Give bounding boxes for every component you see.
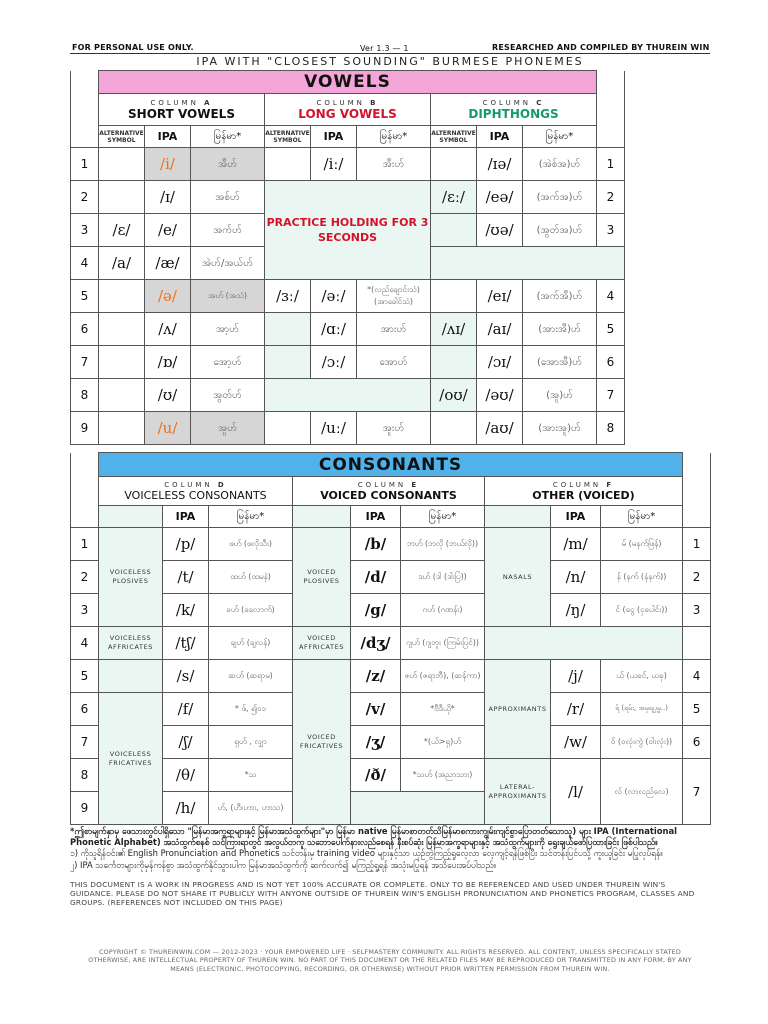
ipa-header: IPA bbox=[551, 506, 601, 528]
ipa-header: IPA bbox=[145, 126, 191, 148]
burmese-sound: (အူ)ဟ် bbox=[523, 379, 597, 412]
column-f-header: COLUMN F OTHER (VOICED) bbox=[485, 477, 683, 506]
burmese-sound: * ဖ်, ၍ဝ၁ bbox=[209, 693, 293, 726]
ipa-symbol: /ʌ/ bbox=[145, 313, 191, 346]
ipa-symbol: /aɪ/ bbox=[477, 313, 523, 346]
burmese-sound: *သ bbox=[209, 759, 293, 792]
row-number: 2 bbox=[71, 561, 99, 594]
burmese-sound: (အက်အ)ဟ် bbox=[523, 181, 597, 214]
ipa-symbol: /æ/ bbox=[145, 247, 191, 280]
row-number: 9 bbox=[71, 412, 99, 445]
personal-use-note: FOR PERSONAL USE ONLY. bbox=[72, 43, 194, 52]
voiceless-affricates-label: VOICELESS AFFRICATES bbox=[99, 627, 163, 660]
burmese-sound: *(ယ်>ရှ)ဟ် bbox=[401, 726, 485, 759]
ipa-symbol: /eɪ/ bbox=[477, 280, 523, 313]
row-number-right: 7 bbox=[597, 379, 625, 412]
voiced-plosives-label: VOICED PLOSIVES bbox=[293, 528, 351, 627]
alt-symbol bbox=[431, 346, 477, 379]
ipa-symbol: /ɔɪ/ bbox=[477, 346, 523, 379]
ipa-symbol: /ʒ/ bbox=[351, 726, 401, 759]
burmese-sound: အော့ဟ် bbox=[191, 346, 265, 379]
row-number-right: 5 bbox=[683, 693, 711, 726]
ipa-symbol: /eə/ bbox=[477, 181, 523, 214]
burmese-sound: ဝ် (ဝလုံးကွဲ (ဝါးလုံး)) bbox=[601, 726, 683, 759]
row-number-right: 2 bbox=[597, 181, 625, 214]
row-number: 8 bbox=[71, 759, 99, 792]
burmese-notes: *ဤစာမျက်နှာမှ ဖေသားတွင်ပါရှိသော "မြန်မာအက္ခရာများနှင့် မြန်မာအသံထွက်များ"မှာ မြန်မာ native မြန်မာစာတတ်သိမြန်မာစကားကျွမ်းကျင်စွာပြောတတ်သောသူ) များ IPA (International Phonetic Alphabet) အသံထွက်စနစ် သင်ကြားရာတွင် အလွယ်တကူ သဘောပေါက်နားလည်စေရန် နီးစပ်ဆုံး မြန်မာအက္ခရာများနှင့် အသံထွက်များကို ရွေးချယ်ဖော်ပြထားခြင်း ဖြစ်ပါသည်။ ၁) ကိုသူရိန်ဝင်း၏ English Pronunciation and Phonetics သင်တန်းမှ training video များနှင့်သာ ယှဉ်တွဲကြည့်ရှုလေ့လာ လေ့ကျင့်ရန်ဖြစ်ပြီး သင်တန်းပြင်ပသို့ ကူးယူခြင်း မပြုလုပ်ရန်။ ၂) IPA သင်္ကေတများကိုမှန်ကန်စွာ အသံထွက်နိုင်သွားပါက မြန်မာအသံထွက်ကို ဆက်လက်၍ မကြည့်ရှု့ရန် အသုံးမပြုရန် အသိပေးအပ်ပါသည်။ bbox=[70, 826, 677, 870]
empty-cell bbox=[99, 660, 163, 693]
burmese-sound: ဟ်, (ဟီးဟား, ဟာသ) bbox=[209, 792, 293, 825]
alt-symbol bbox=[431, 412, 477, 445]
row-number-right: 7 bbox=[683, 759, 711, 825]
copyright-notice: COPYRIGHT © THUREINWIN.COM — 2012-2023 · YOUR EMPOWERED LIFE · SELFMASTERY COMMUNITY. ALL RIGHTS RESERVED. ALL CONTENT, UNLESS SPECIFICALLY STATED OTHERWISE, ARE INTELLECTUAL PROPERTY OF THUREIN WIN. NO PART OF THIS DOCUMENT OR THE RELATED FILES MAY BE REPRODUCED OR TRANSMITTED IN ANY FORM, BY ANY MEANS (ELECTRONIC, PHOTOCOPYING, RECORDING, OR OTHERWISE) WITHOUT PRIOR WRITTEN PERMISSION FROM THUREIN WIN. bbox=[88, 948, 692, 973]
row-number: 3 bbox=[71, 214, 99, 247]
empty-cell bbox=[99, 506, 163, 528]
burmese-sound: ရ် (ရမ်း, အမှရပ္ပမ္မ..) bbox=[601, 693, 683, 726]
burmese-sound: အီဟ် bbox=[191, 148, 265, 181]
row-number: 6 bbox=[71, 693, 99, 726]
row-number-right: 4 bbox=[683, 660, 711, 693]
burmese-sound: *သဟ် (အညာသား) bbox=[401, 759, 485, 792]
voiceless-fricatives-label: VOICELESS FRICATIVES bbox=[99, 693, 163, 825]
ipa-symbol: /j/ bbox=[551, 660, 601, 693]
burmese-sound: ဇဟ် (ဇရာဘီ), (ဆန်ကာ) bbox=[401, 660, 485, 693]
ipa-symbol: /iː/ bbox=[311, 148, 357, 181]
row-number: 7 bbox=[71, 726, 99, 759]
burmese-sound: အားဟ် bbox=[357, 313, 431, 346]
ipa-symbol: /ɒ/ bbox=[145, 346, 191, 379]
ipa-symbol: /ʃ/ bbox=[163, 726, 209, 759]
burmese-sound: ခဟ် (ခလောက်) bbox=[209, 594, 293, 627]
burmese-sound: အစ်ဟ် bbox=[191, 181, 265, 214]
ipa-symbol: /n/ bbox=[551, 561, 601, 594]
consonants-banner: CONSONANTS bbox=[99, 453, 683, 477]
empty-cell bbox=[485, 506, 551, 528]
column-e-header: COLUMN E VOICED CONSONANTS bbox=[293, 477, 485, 506]
burmese-sound: မ် (မနက်ဖြန်) bbox=[601, 528, 683, 561]
page-title: IPA WITH "CLOSEST SOUNDING" BURMESE PHONEMES bbox=[196, 55, 584, 68]
burmese-sound: ဒဟ် (ဒါ (ဒါးပြ)) bbox=[401, 561, 485, 594]
burmese-sound: *(လည်ချောင်းသံ) (အာခေါင်သံ) bbox=[357, 280, 431, 313]
ipa-symbol: /p/ bbox=[163, 528, 209, 561]
column-d-header: COLUMN D VOICELESS CONSONANTS bbox=[99, 477, 293, 506]
alt-symbol bbox=[431, 148, 477, 181]
row-number-right: 2 bbox=[683, 561, 711, 594]
version-label: Ver 1.3 — 1 bbox=[360, 44, 409, 53]
alt-symbol bbox=[265, 346, 311, 379]
voiced-title: VOICED CONSONANTS bbox=[320, 488, 457, 502]
burmese-sound: ဆဟ် (ဆရာမ) bbox=[209, 660, 293, 693]
ipa-symbol: /w/ bbox=[551, 726, 601, 759]
ipa-symbol: /uː/ bbox=[311, 412, 357, 445]
diphthongs-title: DIPHTHONGS bbox=[468, 106, 559, 121]
alt-symbol bbox=[265, 313, 311, 346]
alt-symbol: /ʌɪ/ bbox=[431, 313, 477, 346]
row-number: 7 bbox=[71, 346, 99, 379]
alt-symbol: /ɛː/ bbox=[431, 181, 477, 214]
empty-cell bbox=[485, 627, 683, 660]
alt-symbol: /a/ bbox=[99, 247, 145, 280]
burmese-sound: (အွတ်အ)ဟ် bbox=[523, 214, 597, 247]
row-number: 1 bbox=[71, 148, 99, 181]
ipa-symbol: /tʃ/ bbox=[163, 627, 209, 660]
row-number-right: 5 bbox=[597, 313, 625, 346]
ipa-symbol: /θ/ bbox=[163, 759, 209, 792]
ipa-header: IPA bbox=[163, 506, 209, 528]
row-number-right: 8 bbox=[597, 412, 625, 445]
title-rule bbox=[70, 53, 710, 54]
row-number: 2 bbox=[71, 181, 99, 214]
alt-symbol bbox=[99, 181, 145, 214]
burmese-sound: န် (နက် (နံနက်)) bbox=[601, 561, 683, 594]
alt-symbol-header: ALTERNATIVE SYMBOL bbox=[431, 126, 477, 148]
ipa-symbol: /f/ bbox=[163, 693, 209, 726]
ipa-symbol: /v/ bbox=[351, 693, 401, 726]
alt-symbol bbox=[99, 280, 145, 313]
ipa-symbol: /ʊ/ bbox=[145, 379, 191, 412]
burmese-sound: အူဟ် bbox=[191, 412, 265, 445]
burmese-sound: ဖဟ် (ဖလိုသီး) bbox=[209, 528, 293, 561]
alt-symbol bbox=[99, 412, 145, 445]
voiced-affricates-label: VOICED AFFRICATES bbox=[293, 627, 351, 660]
vowels-table bbox=[70, 70, 711, 445]
ipa-symbol: /ð/ bbox=[351, 759, 401, 792]
burmese-sound: *ဗီဒီယို* bbox=[401, 693, 485, 726]
burmese-sound: အူးဟ် bbox=[357, 412, 431, 445]
empty-cell bbox=[351, 792, 485, 825]
row-number: 5 bbox=[71, 280, 99, 313]
vowels-banner: VOWELS bbox=[99, 71, 597, 94]
ipa-symbol: /ɑː/ bbox=[311, 313, 357, 346]
ipa-symbol: /s/ bbox=[163, 660, 209, 693]
row-number: 5 bbox=[71, 660, 99, 693]
row-number-right: 6 bbox=[683, 726, 711, 759]
ipa-header: IPA bbox=[351, 506, 401, 528]
burmese-header: မြန်မာ* bbox=[191, 126, 265, 148]
alt-symbol-header: ALTERNATIVE SYMBOL bbox=[265, 126, 311, 148]
approximants-label: APPROXIMANTS bbox=[485, 660, 551, 759]
column-c-header: COLUMN C DIPHTHONGS bbox=[431, 94, 597, 126]
alt-symbol-header: ALTERNATIVE SYMBOL bbox=[99, 126, 145, 148]
burmese-sound: အာ့ဟ် bbox=[191, 313, 265, 346]
burmese-sound: (အက်အီ)ဟ် bbox=[523, 280, 597, 313]
alt-symbol: /oʊ/ bbox=[431, 379, 477, 412]
burmese-sound: ရှဟ် , လျှာ bbox=[209, 726, 293, 759]
burmese-sound: အွတ်ဟ် bbox=[191, 379, 265, 412]
other-voiced-title: OTHER (VOICED) bbox=[532, 488, 635, 502]
ipa-symbol: /dʒ/ bbox=[351, 627, 401, 660]
empty-cell bbox=[431, 247, 625, 280]
alt-symbol bbox=[265, 148, 311, 181]
burmese-sound: (အားအူ)ဟ် bbox=[523, 412, 597, 445]
ipa-symbol: /e/ bbox=[145, 214, 191, 247]
voiceless-title: VOICELESS CONSONANTS bbox=[124, 488, 267, 502]
ipa-symbol: /ŋ/ bbox=[551, 594, 601, 627]
burmese-sound: ဘဟ် (ဘလို (ဘယ်လို)) bbox=[401, 528, 485, 561]
row-number: 8 bbox=[71, 379, 99, 412]
column-b-header: COLUMN B LONG VOWELS bbox=[265, 94, 431, 126]
ipa-symbol: /d/ bbox=[351, 561, 401, 594]
ipa-symbol: /aʊ/ bbox=[477, 412, 523, 445]
long-vowels-title: LONG VOWELS bbox=[298, 106, 397, 121]
empty-cell bbox=[265, 379, 431, 412]
burmese-sound: လ် (လာလည်လေ) bbox=[601, 759, 683, 825]
voiced-fricatives-label: VOICED FRICATIVES bbox=[293, 660, 351, 825]
burmese-sound: ယ် (ယခင်, ယခု) bbox=[601, 660, 683, 693]
nasals-label: NASALS bbox=[485, 528, 551, 627]
ipa-symbol: /əʊ/ bbox=[477, 379, 523, 412]
row-number: 4 bbox=[71, 247, 99, 280]
burmese-header: မြန်မာ* bbox=[209, 506, 293, 528]
burmese-sound: ဂဟ် (ဂဏန်း) bbox=[401, 594, 485, 627]
alt-symbol bbox=[99, 148, 145, 181]
ipa-symbol: /ɪə/ bbox=[477, 148, 523, 181]
ipa-symbol: /i/ bbox=[145, 148, 191, 181]
alt-symbol bbox=[431, 214, 477, 247]
ipa-symbol: /ə/ bbox=[145, 280, 191, 313]
ipa-symbol: /k/ bbox=[163, 594, 209, 627]
burmese-sound: အက်ဟ် bbox=[191, 214, 265, 247]
burmese-header: မြန်မာ* bbox=[401, 506, 485, 528]
ipa-header: IPA bbox=[311, 126, 357, 148]
burmese-sound: (အားအီ)ဟ် bbox=[523, 313, 597, 346]
ipa-symbol: /h/ bbox=[163, 792, 209, 825]
alt-symbol bbox=[99, 313, 145, 346]
consonants-table bbox=[70, 452, 711, 825]
ipa-symbol: /r/ bbox=[551, 693, 601, 726]
ipa-symbol: /g/ bbox=[351, 594, 401, 627]
row-number: 4 bbox=[71, 627, 99, 660]
ipa-symbol: /əː/ bbox=[311, 280, 357, 313]
row-number-right: 1 bbox=[683, 528, 711, 561]
burmese-sound: အဲဟ်/အယ်ဟ် bbox=[191, 247, 265, 280]
burmese-header: မြန်မာ* bbox=[357, 126, 431, 148]
row-number-right: 1 bbox=[597, 148, 625, 181]
row-number-right: 6 bbox=[597, 346, 625, 379]
burmese-sound: အဟ် (အသံ) bbox=[191, 280, 265, 313]
ipa-symbol: /ɔː/ bbox=[311, 346, 357, 379]
alt-symbol: /ɛ/ bbox=[99, 214, 145, 247]
alt-symbol bbox=[99, 346, 145, 379]
burmese-sound: င် (ငွေ (ငှပေါင်း)) bbox=[601, 594, 683, 627]
alt-symbol: /ɜː/ bbox=[265, 280, 311, 313]
burmese-header: မြန်မာ* bbox=[601, 506, 683, 528]
ipa-symbol: /ʊə/ bbox=[477, 214, 523, 247]
voiceless-plosives-label: VOICELESS PLOSIVES bbox=[99, 528, 163, 627]
empty-cell bbox=[293, 506, 351, 528]
short-vowels-title: SHORT VOWELS bbox=[128, 106, 235, 121]
column-a-header: COLUMN A SHORT VOWELS bbox=[99, 94, 265, 126]
disclaimer: THIS DOCUMENT IS A WORK IN PROGRESS AND IS NOT YET 100% ACCURATE OR COMPLETE. ONLY TO BE REFERENCED AND USED UNDER THUREIN WIN'S GUIDANCE. PLEASE DO NOT SHARE IT PUBLICLY WITH ANYONE OUTSIDE OF THUREIN WIN'S ENGLISH PRONUNCIATION AND PHONETICS PROGRAM, CLASSES AND GROUPS. (REFERENCES NOT INCLUDED ON THIS PAGE) bbox=[70, 880, 695, 907]
ipa-symbol: /t/ bbox=[163, 561, 209, 594]
burmese-sound: ချဟ် (ချလန်) bbox=[209, 627, 293, 660]
credit-label: RESEARCHED AND COMPILED BY THUREIN WIN bbox=[492, 43, 710, 52]
row-number-right: 3 bbox=[597, 214, 625, 247]
burmese-sound: (အောအီ)ဟ် bbox=[523, 346, 597, 379]
row-number-right: 3 bbox=[683, 594, 711, 627]
ipa-symbol: /z/ bbox=[351, 660, 401, 693]
burmese-header: မြန်မာ* bbox=[523, 126, 597, 148]
ipa-symbol: /l/ bbox=[551, 759, 601, 825]
alt-symbol bbox=[99, 379, 145, 412]
row-number: 9 bbox=[71, 792, 99, 825]
ipa-symbol: /u/ bbox=[145, 412, 191, 445]
lateral-approximants-label: LATERAL-APPROXIMANTS bbox=[485, 759, 551, 825]
burmese-sound: အီးဟ် bbox=[357, 148, 431, 181]
burmese-sound: (အဲစ်အ)ဟ် bbox=[523, 148, 597, 181]
row-number: 1 bbox=[71, 528, 99, 561]
row-number: 6 bbox=[71, 313, 99, 346]
ipa-symbol: /b/ bbox=[351, 528, 401, 561]
ipa-header: IPA bbox=[477, 126, 523, 148]
row-number: 3 bbox=[71, 594, 99, 627]
burmese-sound: ထဟ် (ထမနဲ) bbox=[209, 561, 293, 594]
ipa-symbol: /m/ bbox=[551, 528, 601, 561]
burmese-sound: အောဟ် bbox=[357, 346, 431, 379]
alt-symbol bbox=[265, 412, 311, 445]
alt-symbol bbox=[431, 280, 477, 313]
practice-note: PRACTICE HOLDING FOR 3 SECONDS bbox=[265, 181, 431, 280]
row-number-right: 4 bbox=[597, 280, 625, 313]
burmese-sound: ဂျဟ် (ဂျဘူး (ကြမ်းပြင်)) bbox=[401, 627, 485, 660]
ipa-symbol: /ɪ/ bbox=[145, 181, 191, 214]
